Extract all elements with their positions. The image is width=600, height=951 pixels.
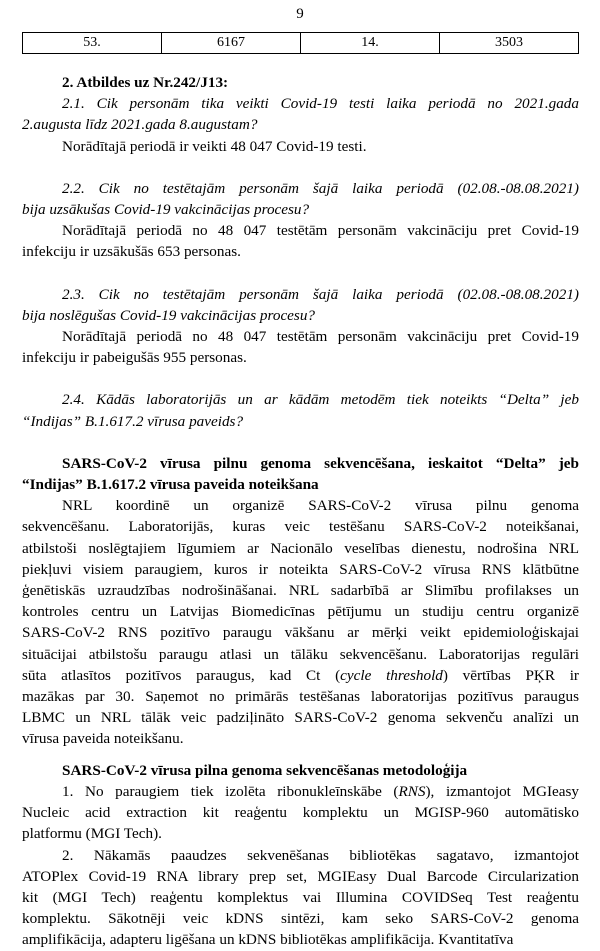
paragraph-line: kontroles centru un Latvijas Biomedicīnas pētījumu un studiju centru organizē <box>22 603 579 621</box>
document-body <box>22 72 580 951</box>
paragraph-line: 2. Nākamās paaudzes sekvenēšanas bibliotēkas sagatavo, izmantojot <box>62 846 579 864</box>
answer-2-2-line1: Norādītajā periodā no 48 047 testētām personām vakcināciju pret Covid-19 <box>62 222 579 240</box>
question-2-4-line2: “Indijas” B.1.617.2 vīrusa paveids? <box>22 412 244 430</box>
question-2-4-line1: 2.4. Kādās laboratorijās un ar kādām metodēm tiek noteikts “Delta” jeb <box>62 391 579 409</box>
question-2-1-line2: 2.augusta līdz 2021.gada 8.augustam? <box>22 116 258 134</box>
paragraph-line: atbilstoši noslēgtajiem līgumiem ar Nacionālo veselības dienestu, nodrošina NRL <box>22 539 579 557</box>
question-2-2-line2: bija uzsākušas Covid-19 vakcinācijas procesu? <box>22 201 310 219</box>
paragraph-line: Nucleic acid extraction kit reaģentu komplektu un MGISP-960 automātisko <box>22 804 579 822</box>
paragraph-line: LBMC un NRL tālāk veic padziļināto SARS-CoV-2 genoma sekvenču analīzi un <box>22 709 579 727</box>
paragraph-line: situācijai atbilstošu paraugu atlasi un tālāku sekvencēšanu. Laboratorijas regulāri <box>22 645 579 663</box>
table-cell: 3503 <box>440 33 579 54</box>
paragraph-line: SARS-CoV-2 RNS pozitīvo paraugu vākšanu ar mērķi veikt epidemioloģiskajai <box>22 624 579 642</box>
paragraph-step-1 <box>22 781 580 845</box>
table-cell: 6167 <box>162 33 301 54</box>
paragraph-line: ģenētiskās uzraudzības nodrošināšanai. NRL sadarbībā ar Slimību profilakses un <box>22 582 579 600</box>
question-2-3-line1: 2.3. Cik no testētajām personām šajā laika periodā (02.08.-08.08.2021) <box>62 285 579 303</box>
page-number: 9 <box>296 6 304 22</box>
section-title: 2. Atbildes uz Nr.242/J13: <box>62 74 229 91</box>
answer-2-1: Norādītajā periodā ir veikti 48 047 Covid-19 testi. <box>62 137 367 155</box>
answer-2-3-line2: infekciju ir pabeigušās 955 personas. <box>22 349 247 367</box>
answer-2-3-line1: Norādītajā periodā no 48 047 testētām personām vakcināciju pret Covid-19 <box>62 328 579 346</box>
heading-sequencing: SARS-CoV-2 vīrusa pilnu genoma sekvencēšana, ieskaitot “Delta” jeb <box>62 454 579 472</box>
paragraph-line: kit (MGI Tech) reaģentu komplektus vai Illumina COVIDSeq Test reaģentu <box>22 888 579 906</box>
table-cell: 14. <box>301 33 440 54</box>
paragraph-line: komplektu. Sākotnēji veic kDNS sintēzi, kam seko SARS-CoV-2 genoma <box>22 910 579 928</box>
paragraph-step-2 <box>22 845 579 951</box>
question-2-2-line1: 2.2. Cik no testētajām personām šajā laika periodā (02.08.-08.08.2021) <box>62 179 579 197</box>
paragraph-line: ATOPlex Covid-19 RNA library prep set, MGIEasy Dual Barcode Circularization <box>22 867 579 885</box>
table-row <box>23 33 579 54</box>
paragraph-line: vīrusa paveida noteikšanu. <box>22 730 184 748</box>
paragraph-line: amplifikācija, adapteru ligēšana un kDNS bibliotēkas amplifikācija. Kvantitatīva <box>22 931 514 949</box>
paragraph-line: sūta atlasītos pozitīvos paraugus, kad Ct (cycle threshold) vērtības PĶR ir <box>22 666 579 684</box>
answer-2-2-line2: infekciju ir uzsākušās 653 personas. <box>22 243 241 261</box>
paragraph-nrl <box>22 495 579 749</box>
heading-sequencing-line2: “Indijas” B.1.617.2 vīrusa paveida noteikšana <box>22 476 319 494</box>
paragraph-line: NRL koordinē un organizē SARS-CoV-2 vīrusa pilnu genoma <box>62 497 579 515</box>
paragraph-line: sekvencēšanu. Laboratorijās, kuras veic testēšanu SARS-CoV-2 noteikšanai, <box>22 518 579 536</box>
table-cell: 53. <box>23 33 162 54</box>
paragraph-line: mazākas par 30. Saņemot no primārās testēšanas laboratorijas pozitīvus paraugus <box>22 688 579 706</box>
heading-methodology: SARS-CoV-2 vīrusa pilna genoma sekvencēšanas metodoloģija <box>62 761 468 779</box>
paragraph-line: platformu (MGI Tech). <box>22 825 162 843</box>
paragraph-line: piekļuvi visiem paraugiem, kuros ir noteikta SARS-CoV-2 vīrusa RNS klātbūtne <box>22 560 579 578</box>
paragraph-line: 1. No paraugiem tiek izolēta ribonukleīnskābe (RNS), izmantojot MGIeasy <box>62 782 580 800</box>
question-2-1-line1: 2.1. Cik personām tika veikti Covid-19 testi laika periodā no 2021.gada <box>62 95 579 113</box>
question-2-3-line2: bija noslēgušas Covid-19 vakcinācijas procesu? <box>22 306 316 324</box>
data-table <box>22 32 579 54</box>
